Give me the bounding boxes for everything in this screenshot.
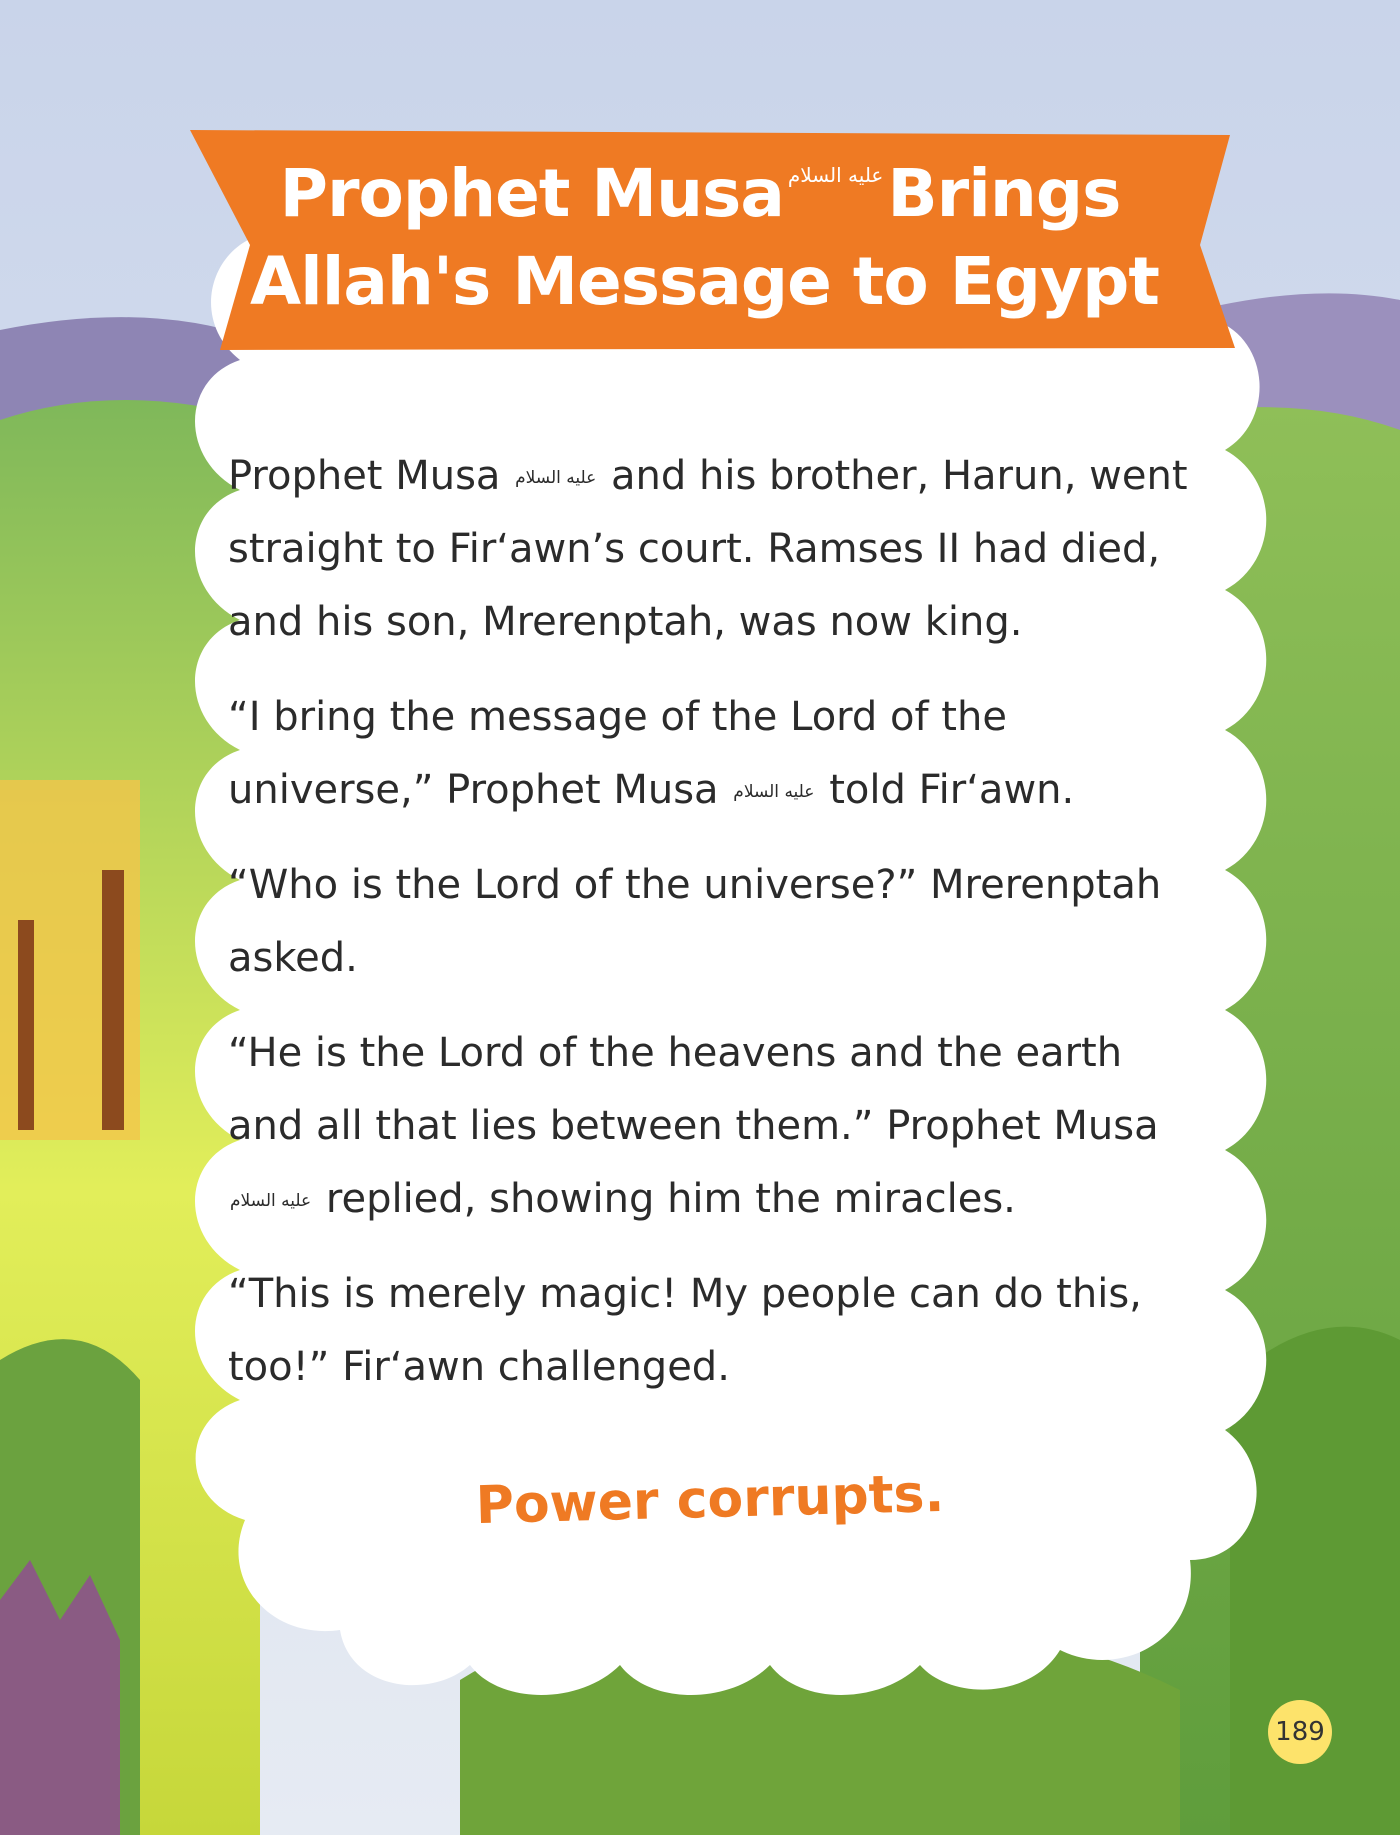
- story-text: [228, 440, 1208, 1426]
- title-text-part-2: Brings: [887, 155, 1121, 232]
- paragraph-4-part-b: replied, showing him the miracles.: [325, 1176, 1016, 1222]
- page-number: 189: [1275, 1717, 1325, 1747]
- honorific-glyph: عليه السلام: [515, 468, 597, 488]
- paragraph-5: “This is merely magic! My people can do this, too!” Fir‘awn challenged.: [228, 1271, 1142, 1390]
- paragraph-1-part-b: and his brother, Harun, went straight to Fir‘awn’s court. Ramses II had died, and his son, Mrerenptah, was now king.: [228, 453, 1188, 645]
- paragraph-4: [228, 1017, 1208, 1236]
- page-title: [250, 150, 1159, 326]
- paragraph-2: [228, 681, 1208, 827]
- paragraph-1-part-a: Prophet Musa: [228, 453, 501, 499]
- honorific-glyph: عليه السلام: [787, 163, 884, 187]
- paragraph-3: “Who is the Lord of the universe?” Mrerenptah asked.: [228, 862, 1162, 981]
- title-text-part-1: Prophet Musa: [279, 155, 784, 232]
- moral-text: Power corrupts.: [475, 1463, 945, 1537]
- paragraph-2-part-a: “I bring the message of the Lord of the universe,” Prophet Musa: [228, 694, 1007, 813]
- title-line-2: Allah's Message to Egypt: [250, 243, 1159, 320]
- paragraph-2-part-b: told Fir‘awn.: [829, 767, 1075, 813]
- honorific-glyph: عليه السلام: [230, 1191, 312, 1211]
- paragraph-4-part-a: “He is the Lord of the heavens and the earth and all that lies between them.” Prophet Musa: [228, 1030, 1159, 1149]
- honorific-glyph: عليه السلام: [733, 782, 815, 802]
- page-number-badge: [1268, 1700, 1332, 1764]
- paragraph-1: [228, 440, 1208, 659]
- title-line-1: [250, 150, 1150, 238]
